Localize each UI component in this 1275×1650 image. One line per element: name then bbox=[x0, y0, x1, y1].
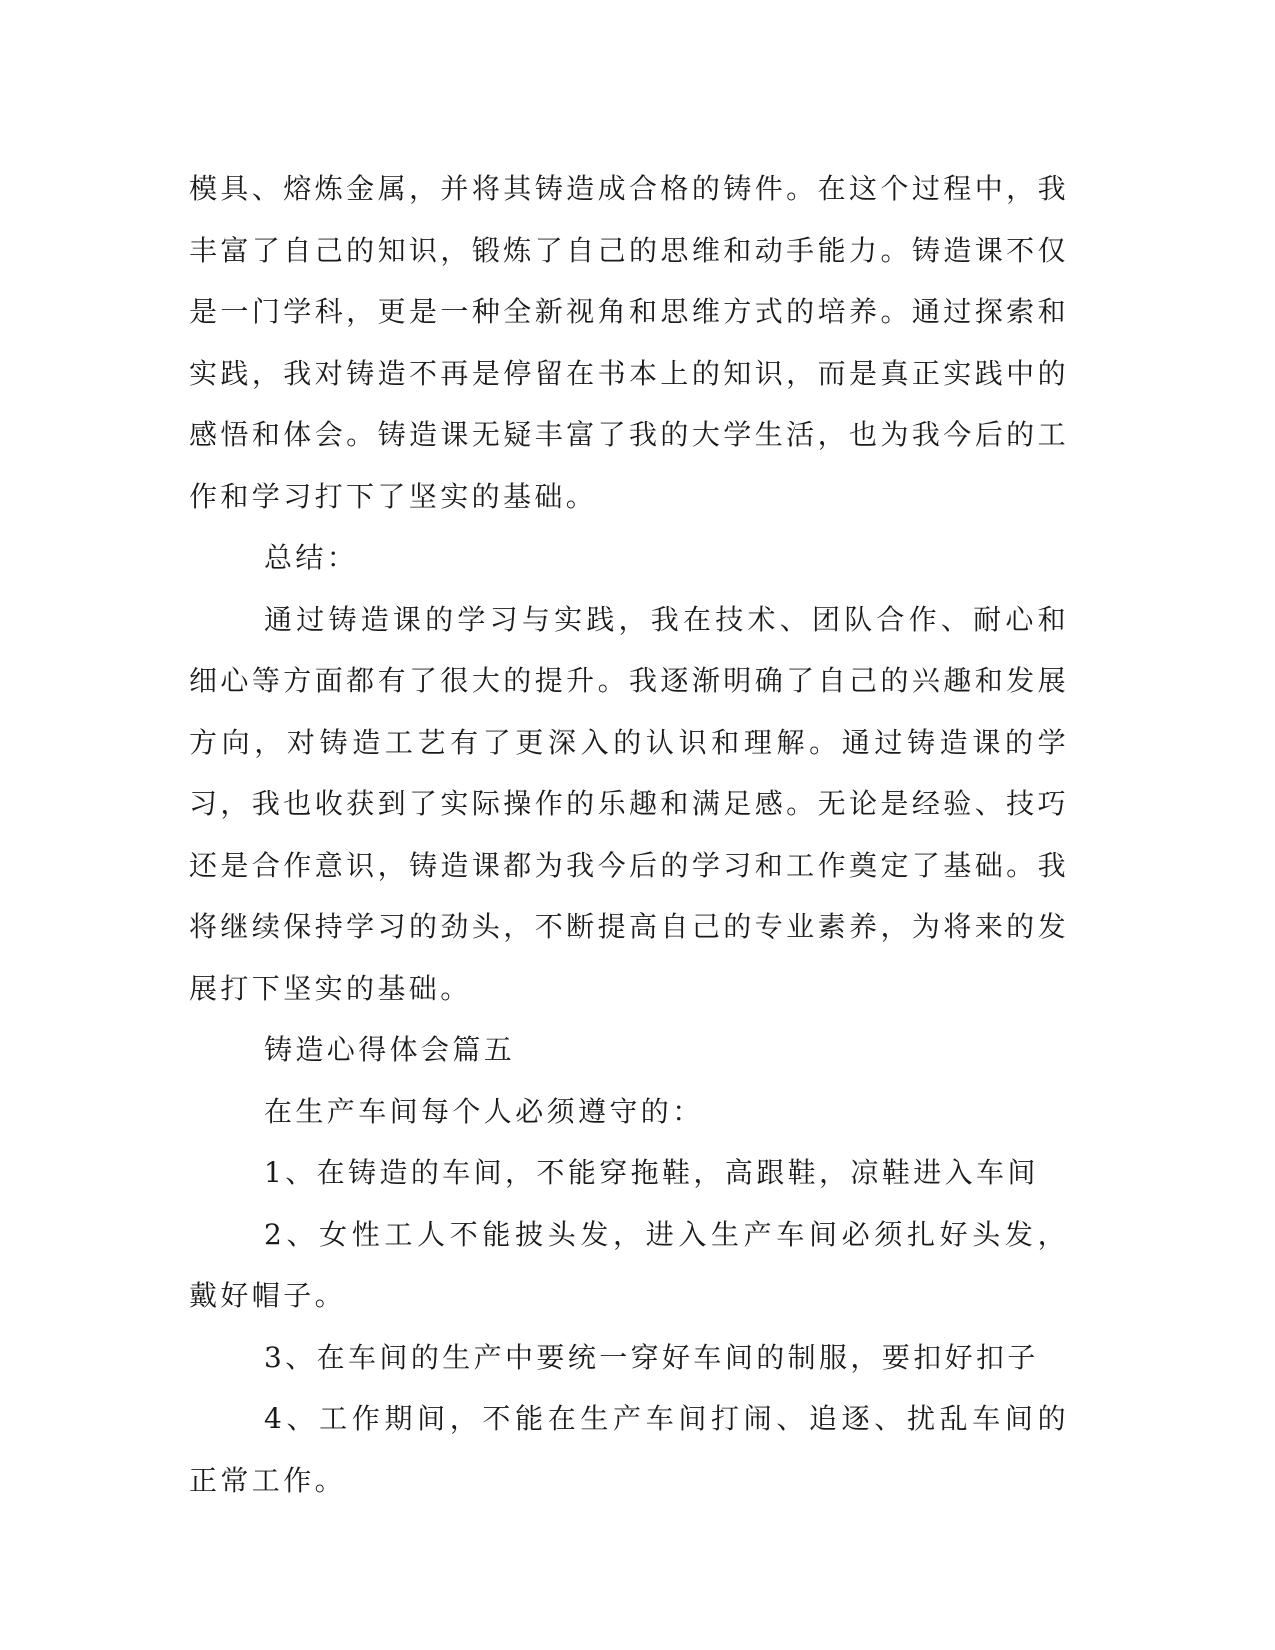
rule-item-1: 1、在铸造的车间，不能穿拖鞋，高跟鞋，凉鞋进入车间 bbox=[264, 1156, 1039, 1189]
rule-item-3: 3、在车间的生产中要统一穿好车间的制服，要扣好扣子 bbox=[264, 1340, 1039, 1374]
paragraph-summary-heading: 总结： bbox=[264, 541, 359, 574]
rule-item-4: 4、工作期间，不能在生产车间打闹、追逐、扰乱车间的正常工作。 bbox=[189, 1402, 1069, 1497]
document-body bbox=[189, 158, 1069, 1511]
paragraph-rules-intro: 在生产车间每个人必须遵守的： bbox=[264, 1094, 704, 1128]
rule-item-2: 2、女性工人不能披头发，进入生产车间必须扎好头发，戴好帽子。 bbox=[189, 1217, 1069, 1312]
paragraph-intro-continuation: 模具、熔炼金属，并将其铸造成合格的铸件。在这个过程中，我丰富了自己的知识，锻炼了自己的思维和动手能力。铸造课不仅是一门学科，更是一种全新视角和思维方式的培养。通过探索和实践，我对铸造不再是停留在书本上的知识，而是真正实践中的感悟和体会。铸造课无疑丰富了我的大学生活，也为我今后的工作和学习打下了坚实的基础。 bbox=[189, 172, 1069, 513]
paragraph-summary-body: 通过铸造课的学习与实践，我在技术、团队合作、耐心和细心等方面都有了很大的提升。我逐渐明确了自己的兴趣和发展方向，对铸造工艺有了更深入的认识和理解。通过铸造课的学习，我也收获到了实际操作的乐趣和满足感。无论是经验、技巧还是合作意识，铸造课都为我今后的学习和工作奠定了基础。我将继续保持学习的劲头，不断提高自己的专业素养，为将来的发展打下坚实的基础。 bbox=[189, 602, 1069, 1005]
section-title: 铸造心得体会篇五 bbox=[264, 1033, 516, 1066]
